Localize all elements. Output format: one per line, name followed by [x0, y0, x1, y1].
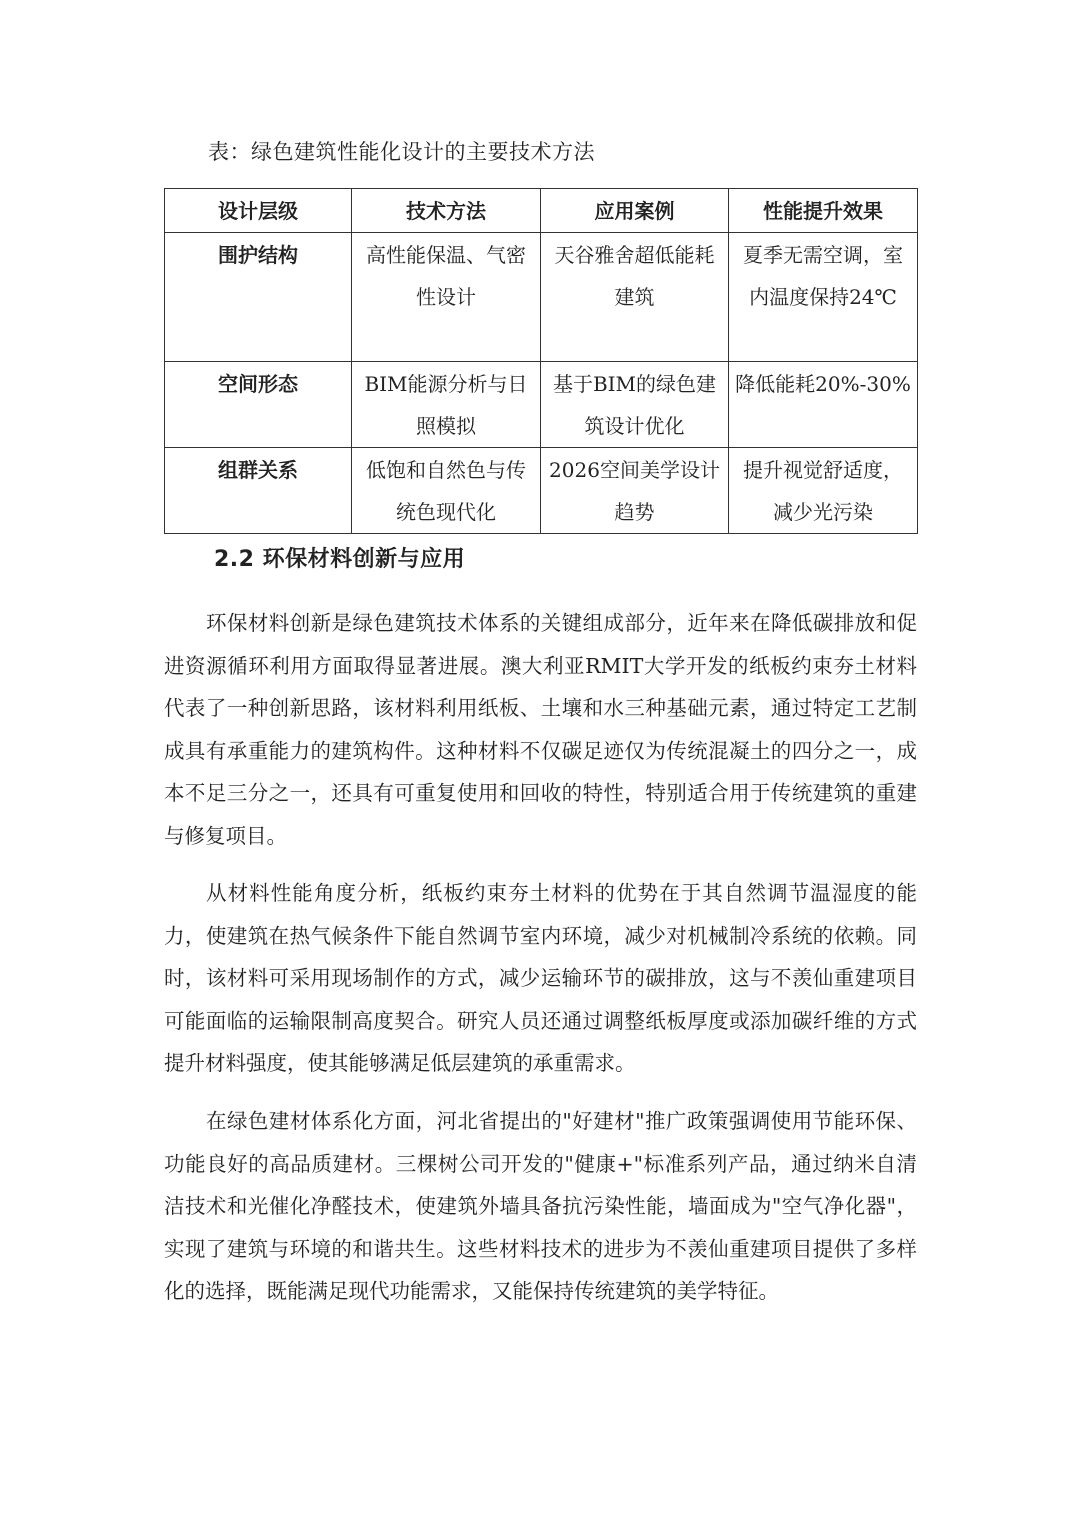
cell-method: 高性能保温、气密性设计: [352, 233, 541, 362]
header-performance-effect: 性能提升效果: [729, 189, 918, 233]
cell-case: 基于BIM的绿色建筑设计优化: [541, 362, 729, 448]
table-caption: 表：绿色建筑性能化设计的主要技术方法: [208, 140, 595, 164]
cell-level: 空间形态: [165, 362, 352, 448]
section-heading: 2.2 环保材料创新与应用: [214, 547, 466, 572]
table-row: [165, 448, 918, 534]
header-tech-method: 技术方法: [352, 189, 541, 233]
cell-effect: 夏季无需空调，室内温度保持24℃: [729, 233, 918, 362]
table-row: [165, 362, 918, 448]
paragraph: 环保材料创新是绿色建筑技术体系的关键组成部分，近年来在降低碳排放和促进资源循环利用方面取得显著进展。澳大利亚RMIT大学开发的纸板约束夯土材料代表了一种创新思路，该材料利用纸板、土壤和水三种基础元素，通过特定工艺制成具有承重能力的建筑构件。这种材料不仅碳足迹仅为传统混凝土的四分之一，成本不足三分之一，还具有可重复使用和回收的特性，特别适合用于传统建筑的重建与修复项目。: [164, 611, 917, 848]
technology-methods-table: [164, 188, 918, 534]
cell-effect: 提升视觉舒适度，减少光污染: [729, 448, 918, 534]
cell-method: 低饱和自然色与传统色现代化: [352, 448, 541, 534]
header-design-level: 设计层级: [165, 189, 352, 233]
cell-case: 2026空间美学设计趋势: [541, 448, 729, 534]
cell-case: 天谷雅舍超低能耗建筑: [541, 233, 729, 362]
cell-level: 围护结构: [165, 233, 352, 362]
cell-effect: 降低能耗20%-30%: [729, 362, 918, 448]
paragraph: 从材料性能角度分析，纸板约束夯土材料的优势在于其自然调节温湿度的能力，使建筑在热气候条件下能自然调节室内环境，减少对机械制冷系统的依赖。同时，该材料可采用现场制作的方式，减少运输环节的碳排放，这与不羡仙重建项目可能面临的运输限制高度契合。研究人员还通过调整纸板厚度或添加碳纤维的方式提升材料强度，使其能够满足低层建筑的承重需求。: [164, 881, 917, 1076]
cell-level: 组群关系: [165, 448, 352, 534]
table-row: [165, 233, 918, 362]
table-header-row: [165, 189, 918, 233]
paragraph: 在绿色建材体系化方面，河北省提出的"好建材"推广政策强调使用节能环保、功能良好的高品质建材。三棵树公司开发的"健康+"标准系列产品，通过纳米自清洁技术和光催化净醛技术，使建筑外墙具备抗污染性能，墙面成为"空气净化器"，实现了建筑与环境的和谐共生。这些材料技术的进步为不羡仙重建项目提供了多样化的选择，既能满足现代功能需求，又能保持传统建筑的美学特征。: [164, 1109, 917, 1304]
header-application-case: 应用案例: [541, 189, 729, 233]
cell-method: BIM能源分析与日照模拟: [352, 362, 541, 448]
